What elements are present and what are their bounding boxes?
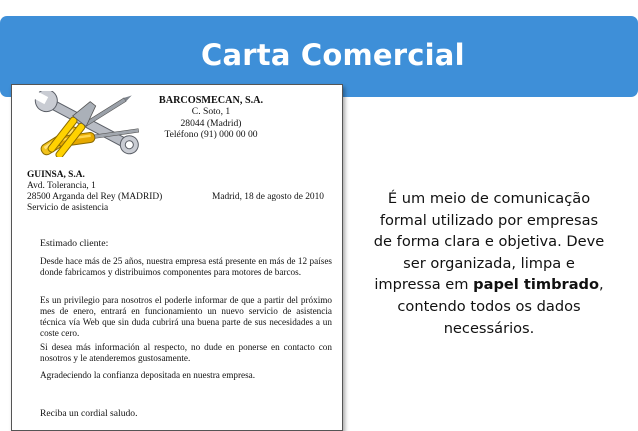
sender-phone: Teléfono (91) 000 00 00 [164,129,258,141]
description-text-part: , contendo todos os dados necessários. [397,276,604,337]
description-emphasis: papel timbrado [473,276,600,294]
letter-paragraph: Desde hace más de 25 años, nuestra empresa está presente en más de 12 países donde fabricamos y distribuimos componentes para motores de barcos. [40,256,332,277]
letter-paragraph: Si desea más información al respecto, no dude en ponerse en contacto con nosotros y le atenderemos gustosamente. [40,342,332,363]
letter-paragraph: Agradeciendo la confianza depositada en nuestra empresa. [40,370,256,380]
letter-date: Madrid, 18 de agosto de 2010 [212,192,324,202]
recipient-address [27,170,162,214]
recipient-company: GUINSA, S.A. [27,170,85,180]
wrench-screwdriver-icon [26,91,144,157]
description-text-part: É um meio de comunicação formal utilizado por empresas de forma clara e objetiva. Deve ser organizada, limpa e impressa em [373,190,605,294]
description-text [369,188,609,339]
business-letter-image [11,84,343,431]
letter-closing: Reciba un cordial saludo. [40,408,138,419]
sender-city: 28044 (Madrid) [180,117,242,129]
sender-address [136,95,286,141]
slide-title: Carta Comercial [201,38,465,72]
letter-content [12,85,342,430]
recipient-city: 28500 Arganda del Rey (MADRID) [27,192,163,202]
letter-greeting: Estimado cliente: [40,238,109,249]
recipient-department: Servicio de asistencia [27,203,109,213]
sender-company: BARCOSMECAN, S.A. [158,95,264,106]
sender-street: C. Soto, 1 [191,106,231,118]
recipient-street: Avd. Tolerancia, 1 [27,181,96,191]
letter-paragraph: Es un privilegio para nosotros el poderle informar de que a partir del próximo mes de enero, entrará en funcionamiento un nuevo servicio de asistencia técnica vía Web que sin duda cubrirá una buena parte de sus necesidades a un coste cero. [40,295,332,338]
